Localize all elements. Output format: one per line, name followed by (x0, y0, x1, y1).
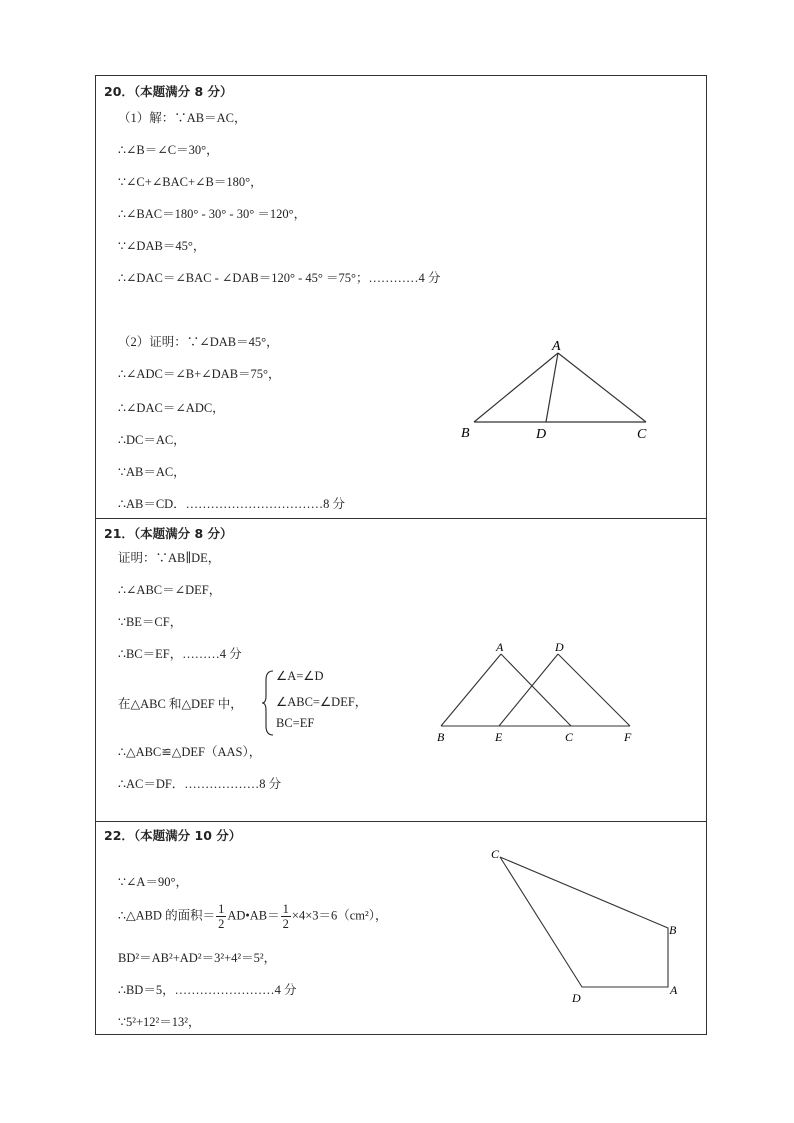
label-c: C (637, 427, 647, 442)
p22-line-2-suffix: ×4×3＝6（cm²）， (291, 908, 388, 923)
p22-line-4: ∴BD＝5，……………………4 分 (118, 983, 297, 997)
p21-line-5: ∴△ABC≌△DEF（AAS）， (118, 745, 262, 759)
equation-system (262, 668, 402, 738)
problem-20-title: 20．（本题满分 8 分） (104, 84, 233, 99)
label-a: A (552, 339, 561, 354)
label-c: C (565, 730, 574, 744)
p21-line-2: ∴∠ABC＝∠DEF， (118, 583, 222, 597)
label-f: F (624, 730, 632, 744)
label-b: B (437, 730, 445, 744)
p21-line-1: 证明：∵AB∥DE， (118, 551, 221, 565)
label-b: B (461, 426, 470, 441)
p22-line-5: ∵5²+12²＝13²， (118, 1015, 201, 1029)
p20-line-7: （2）证明：∵∠DAB＝45°， (118, 335, 279, 349)
p20-line-4: ∴∠BAC＝180° - 30° - 30° ＝120°， (118, 207, 307, 221)
fraction-half (281, 902, 291, 931)
p20-line-2: ∴∠B＝∠C＝30°， (118, 143, 219, 157)
divider (96, 518, 706, 519)
p20-line-10: ∴DC＝AC， (118, 433, 186, 447)
divider (96, 821, 706, 822)
answer-table (95, 75, 707, 1035)
label-b: B (669, 923, 677, 937)
label-a: A (670, 983, 678, 997)
p20-line-11: ∵AB＝AC， (118, 465, 186, 479)
label-d: D (536, 427, 547, 442)
triangles-figure-21 (431, 636, 641, 746)
fraction-numerator: 1 (218, 902, 225, 916)
fraction-denominator: 2 (282, 917, 289, 931)
brace-icon (262, 670, 274, 736)
p21-line-6: ∴AC＝DF．………………8 分 (118, 777, 282, 791)
p20-line-6: ∴∠DAC＝∠BAC - ∠DAB＝120° - 45° ＝75°；…………4 分 (118, 271, 441, 285)
p21-line-3: ∵BE＝CF， (118, 615, 183, 629)
label-e: E (495, 730, 503, 744)
p20-line-1: （1）解：∵AB＝AC， (118, 111, 247, 125)
p22-line-2 (118, 902, 388, 931)
p21-brace-prefix: 在△ABC 和△DEF 中， (118, 697, 243, 711)
p22-line-3: BD²＝AB²+AD²＝3²+4²＝5²， (118, 951, 277, 965)
problem-22-title: 22．（本题满分 10 分） (104, 828, 242, 843)
label-d: D (572, 991, 581, 1005)
triangle-figure-20 (456, 336, 656, 446)
fraction-denominator: 2 (218, 917, 225, 931)
fraction-half (216, 902, 226, 931)
p20-line-12: ∴AB＝CD．……………………………8 分 (118, 497, 346, 511)
brace-item-2: ∠ABC=∠DEF， (276, 695, 368, 709)
fraction-numerator: 1 (282, 902, 289, 916)
quadrilateral-figure-22 (486, 842, 686, 1007)
p20-line-9: ∴∠DAC＝∠ADC， (118, 401, 225, 415)
p22-line-1: ∵∠A＝90°， (118, 875, 188, 889)
label-c: C (491, 847, 500, 861)
p22-line-2-prefix: ∴△ABD 的面积＝ (118, 908, 216, 923)
p20-line-3: ∵∠C+∠BAC+∠B＝180°， (118, 175, 263, 189)
problem-21-title: 21．（本题满分 8 分） (104, 526, 233, 541)
label-d: D (555, 640, 564, 654)
p20-line-5: ∵∠DAB＝45°， (118, 239, 206, 253)
label-a: A (496, 640, 504, 654)
brace-item-3: BC=EF (276, 716, 315, 730)
p20-line-8: ∴∠ADC＝∠B+∠DAB＝75°， (118, 367, 281, 381)
p22-line-2-mid: AD•AB＝ (227, 908, 280, 923)
p21-line-4: ∴BC＝EF，………4 分 (118, 647, 242, 661)
brace-item-1: ∠A=∠D (276, 669, 324, 683)
